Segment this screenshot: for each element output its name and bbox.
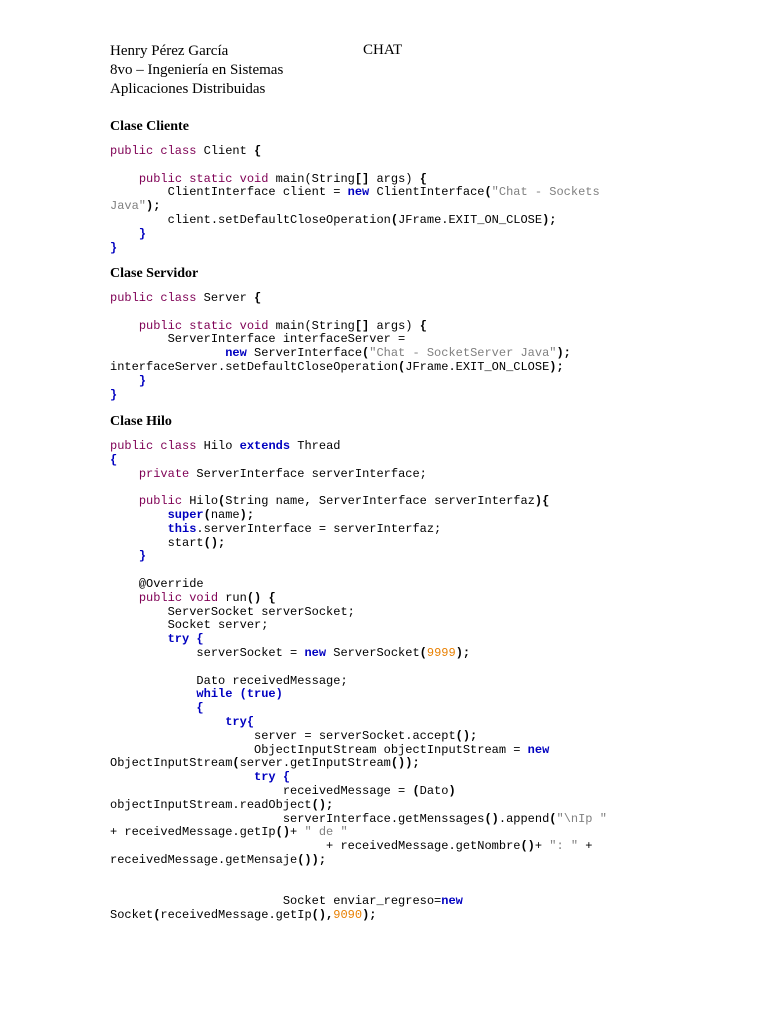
code-line: start(); [110,535,226,550]
code-line: this.serverInterface = serverInterfaz; [167,521,442,536]
code-line: public class Client { [110,144,262,158]
code-line: public class Hilo extends Thread [110,439,341,453]
code-line: receivedMessage.getMensaje()); [110,852,327,867]
code-line: server = serverSocket.accept(); [110,728,478,743]
code-line: Socket enviar_regreso=new [110,894,463,909]
code-line: Dato receivedMessage; [110,673,348,688]
code-line: ObjectInputStream(server.getInputStream()); [110,756,420,771]
code-line: public static void main(String[] args) { [138,318,427,333]
code-line: client.setDefaultCloseOperation(JFrame.EXIT_ON_CLOSE); [110,212,557,227]
document-header [110,42,283,99]
code-line: super(name); [167,507,255,522]
code-line: { [196,701,204,716]
code-line: } [138,373,147,388]
code-block-servidor [110,292,571,402]
code-line: try { [254,770,291,785]
document-topic: CHAT [363,42,403,58]
code-line: objectInputStream.readObject(); [110,797,334,812]
code-line: } [138,226,147,241]
code-line: ObjectInputStream objectInputStream = new [110,742,550,757]
code-block-cliente [110,145,600,255]
code-line: public void run() { [138,590,276,605]
code-line: Java"); [110,199,161,214]
semester-line: 8vo – Ingeniería en Sistemas [110,62,284,78]
code-line: serverSocket = new ServerSocket(9999); [110,645,471,660]
code-line: + receivedMessage.getNombre()+ ": " + [110,839,593,854]
code-line: private ServerInterface serverInterface; [138,466,427,481]
course-name: Aplicaciones Distribuidas [110,81,266,97]
code-line: try { [167,632,204,647]
code-line: ServerSocket serverSocket; [110,604,355,619]
code-line: Socket server; [110,618,269,633]
code-line: serverInterface.getMenssages().append("\nIp " [110,811,607,826]
code-line: public Hilo(String name, ServerInterface serverInterfaz){ [138,494,550,509]
section-title-servidor: Clase Servidor [110,266,199,281]
code-line: ServerInterface interfaceServer = [110,332,406,347]
code-line: { [110,452,118,467]
code-line: while (true) [196,687,283,702]
code-line: } [138,549,147,564]
code-line: receivedMessage = (Dato) [110,783,456,798]
code-block-hilo [110,440,607,923]
code-line: } [110,240,118,255]
code-line: try{ [225,714,255,729]
code-line: Socket(receivedMessage.getIp(),9090); [110,908,377,923]
code-line: } [110,387,118,402]
code-line: + receivedMessage.getIp()+ " de " [110,825,348,840]
code-line: interfaceServer.setDefaultCloseOperation(JFrame.EXIT_ON_CLOSE); [110,359,564,374]
code-line: @Override [110,576,204,591]
section-title-hilo: Clase Hilo [110,414,172,429]
code-line: ClientInterface client = new ClientInterface("Chat - Sockets [110,185,600,200]
author-name: Henry Pérez García [110,43,229,59]
code-line: new ServerInterface("Chat - SocketServer Java"); [225,346,571,361]
code-line: public class Server { [110,291,262,305]
section-title-cliente: Clase Cliente [110,119,189,134]
code-line: public static void main(String[] args) { [138,171,427,186]
